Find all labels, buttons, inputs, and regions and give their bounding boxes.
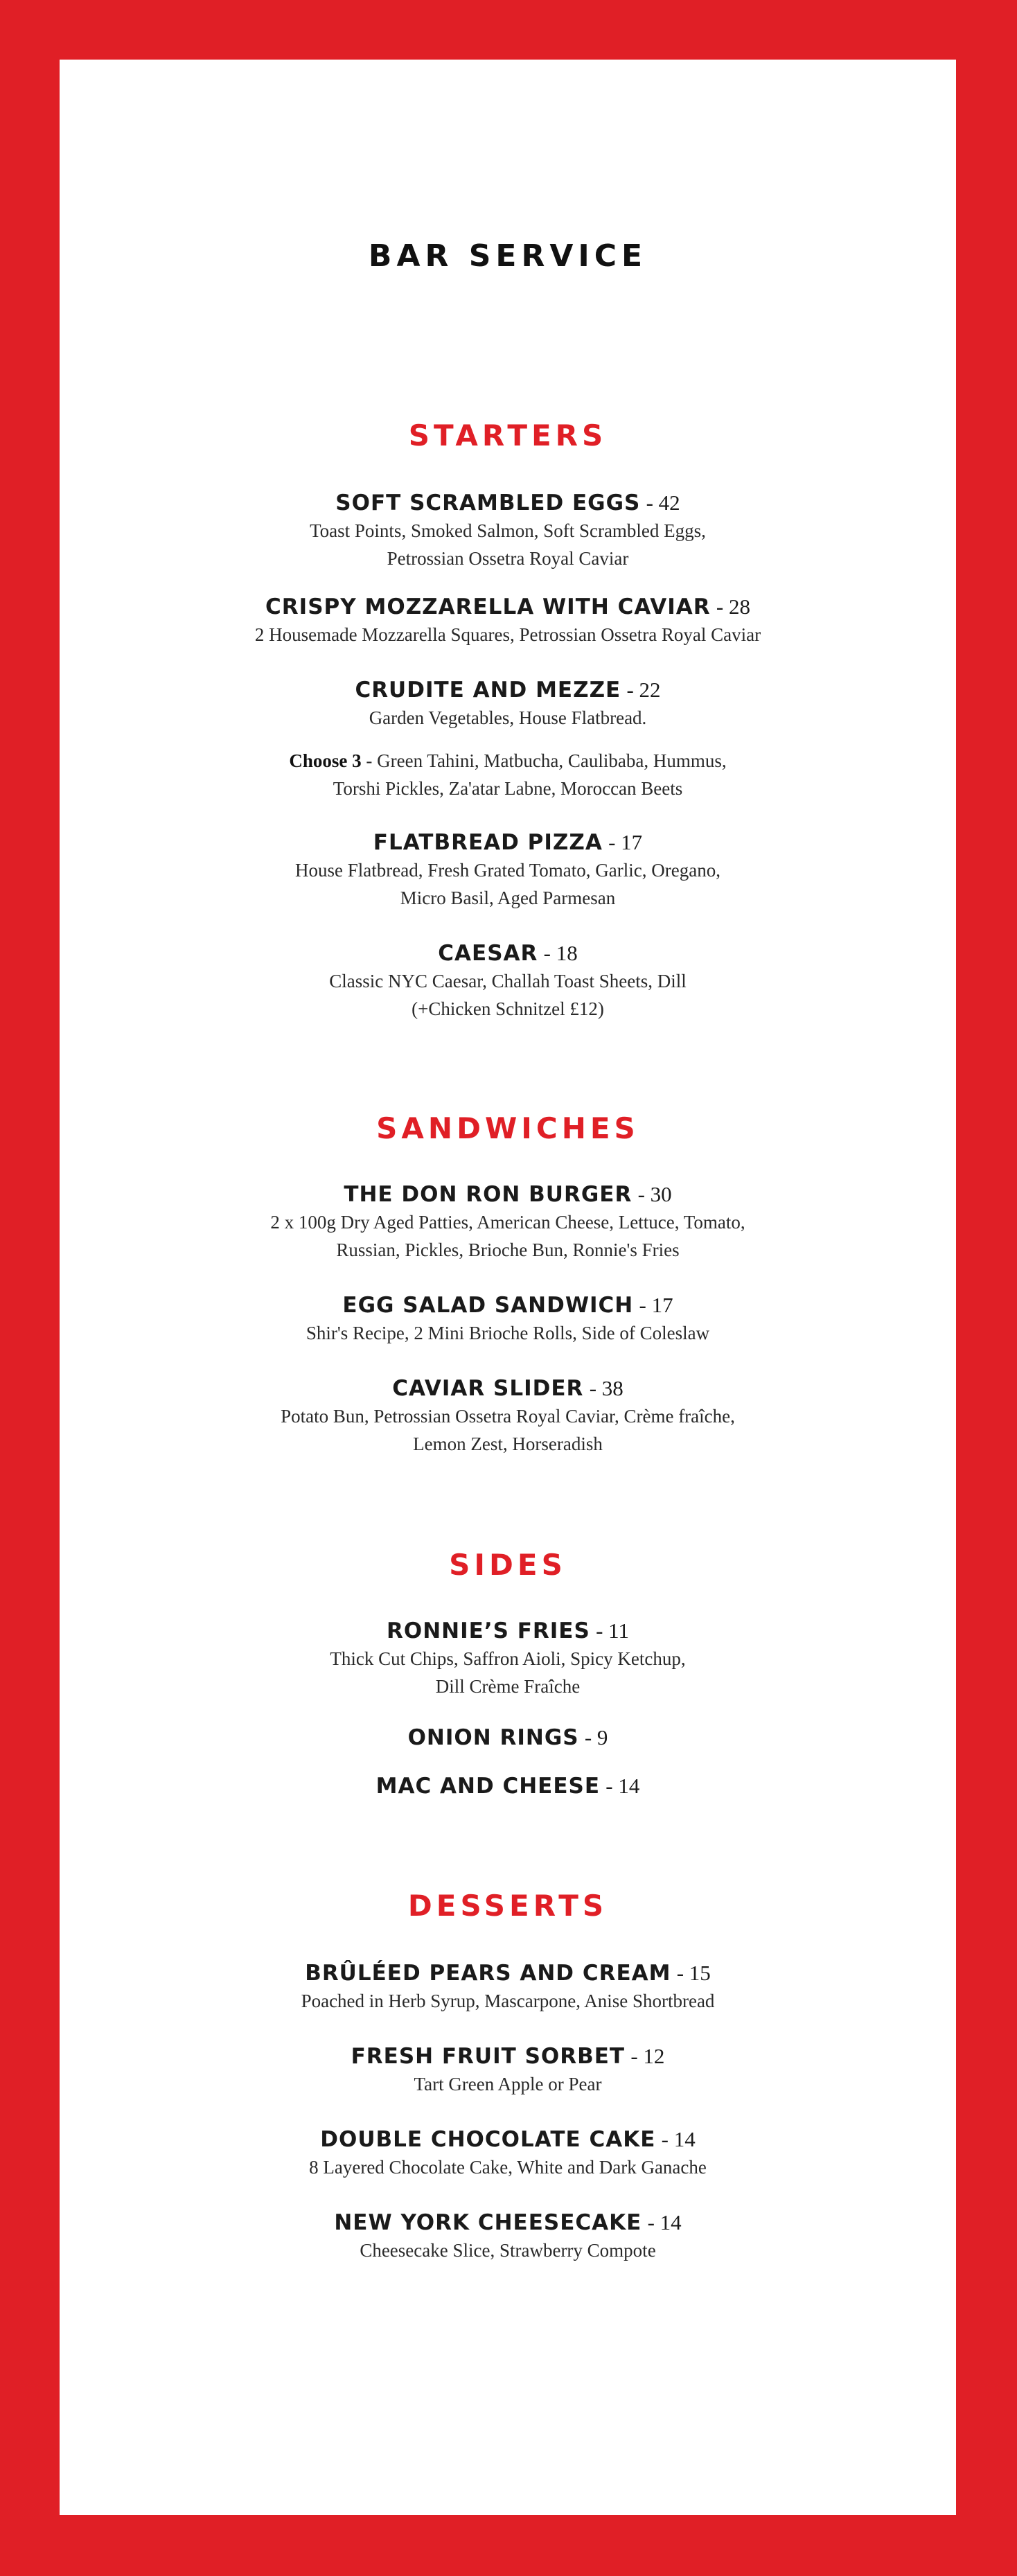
item-name: THE DON RON BURGER <box>344 1182 633 1207</box>
item-price: - 14 <box>605 1774 640 1798</box>
item-price: - 11 <box>596 1618 629 1643</box>
item-description: Poached in Herb Syrup, Mascarpone, Anise Shortbread <box>301 1991 715 2011</box>
item-description: Lemon Zest, Horseradish <box>413 1433 603 1454</box>
item-price: - 17 <box>608 830 643 854</box>
item-description: 2 x 100g Dry Aged Patties, American Cheese, Lettuce, Tomato, <box>270 1212 745 1233</box>
item-description: Potato Bun, Petrossian Ossetra Royal Caviar, Crème fraîche, <box>281 1406 735 1427</box>
item-description: Garden Vegetables, House Flatbread. <box>369 707 647 728</box>
item-price: - 12 <box>630 2044 665 2068</box>
section-heading-sides: SIDES <box>449 1548 567 1582</box>
item-description: Shir's Recipe, 2 Mini Brioche Rolls, Side of Coleslaw <box>306 1323 710 1343</box>
menu-item <box>60 1724 956 1752</box>
item-price: - 42 <box>646 491 680 515</box>
item-description: 8 Layered Chocolate Cake, White and Dark Ganache <box>309 2157 707 2178</box>
item-name: RONNIE’S FRIES <box>387 1618 590 1643</box>
choose-label: Choose 3 <box>289 750 362 771</box>
item-price: - 14 <box>647 2210 682 2234</box>
menu-item <box>60 676 956 732</box>
item-price: - 22 <box>626 678 661 702</box>
item-name: CRUDITE AND MEZZE <box>355 678 621 703</box>
menu-item <box>60 1772 956 1800</box>
section-heading-desserts: DESSERTS <box>407 1889 608 1923</box>
menu-item <box>60 939 956 1023</box>
item-price: - 14 <box>661 2127 696 2151</box>
item-description: Toast Points, Smoked Salmon, Soft Scrambled Eggs, <box>310 520 706 541</box>
item-description: Classic NYC Caesar, Challah Toast Sheets, Dill <box>329 971 687 991</box>
item-price: - 18 <box>543 941 578 965</box>
item-name: CAESAR <box>438 941 538 966</box>
item-name: EGG SALAD SANDWICH <box>342 1293 634 1318</box>
item-name: MAC AND CHEESE <box>375 1774 601 1799</box>
item-description: Cheesecake Slice, Strawberry Compote <box>360 2240 656 2261</box>
item-name: CRISPY MOZZARELLA WITH CAVIAR <box>265 594 711 619</box>
item-description: Micro Basil, Aged Parmesan <box>400 888 616 908</box>
item-description: Russian, Pickles, Brioche Bun, Ronnie's Fries <box>336 1240 680 1260</box>
item-name: SOFT SCRAMBLED EGGS <box>335 491 641 515</box>
menu-item <box>60 2043 956 2098</box>
menu-item <box>60 1181 956 1264</box>
choose-options: Torshi Pickles, Za'atar Labne, Moroccan Beets <box>333 778 683 799</box>
item-description: House Flatbread, Fresh Grated Tomato, Garlic, Oregano, <box>295 860 720 881</box>
item-price: - 38 <box>589 1376 624 1400</box>
menu-item <box>60 2209 956 2264</box>
menu-item <box>60 489 956 572</box>
item-name: DOUBLE CHOCOLATE CAKE <box>320 2127 656 2152</box>
menu-item <box>60 1959 956 2015</box>
item-name: BRÛLÉED PEARS AND CREAM <box>305 1961 671 1986</box>
menu-item <box>60 593 956 649</box>
menu-item <box>60 829 956 912</box>
item-price: - 15 <box>676 1961 711 1985</box>
item-price: - 30 <box>637 1182 672 1206</box>
menu-item <box>60 1617 956 1700</box>
item-name: FRESH FRUIT SORBET <box>351 2044 626 2069</box>
choose-options: - Green Tahini, Matbucha, Caulibaba, Hummus, <box>366 750 727 771</box>
item-description: Dill Crème Fraîche <box>435 1676 581 1697</box>
item-price: - 17 <box>639 1293 673 1317</box>
item-price: - 9 <box>584 1725 608 1749</box>
item-description: 2 Housemade Mozzarella Squares, Petrossian Ossetra Royal Caviar <box>254 624 761 645</box>
item-name: NEW YORK CHEESECAKE <box>334 2210 642 2235</box>
section-heading-starters: STARTERS <box>408 418 608 452</box>
page-title: BAR SERVICE <box>368 238 648 274</box>
item-name: ONION RINGS <box>407 1725 579 1750</box>
menu-item-choose <box>60 747 956 802</box>
menu-item <box>60 1291 956 1347</box>
menu-item <box>60 1375 956 1458</box>
item-description: Thick Cut Chips, Saffron Aioli, Spicy Ketchup, <box>330 1648 686 1669</box>
item-description: Petrossian Ossetra Royal Caviar <box>387 548 629 569</box>
item-price: - 28 <box>716 594 750 619</box>
item-name: CAVIAR SLIDER <box>392 1376 584 1401</box>
menu-item <box>60 2126 956 2181</box>
item-description: Tart Green Apple or Pear <box>414 2074 602 2094</box>
menu-page <box>60 60 956 2515</box>
item-name: FLATBREAD PIZZA <box>373 830 603 855</box>
item-description: (+Chicken Schnitzel £12) <box>412 998 604 1019</box>
section-heading-sandwiches: SANDWICHES <box>376 1111 639 1145</box>
